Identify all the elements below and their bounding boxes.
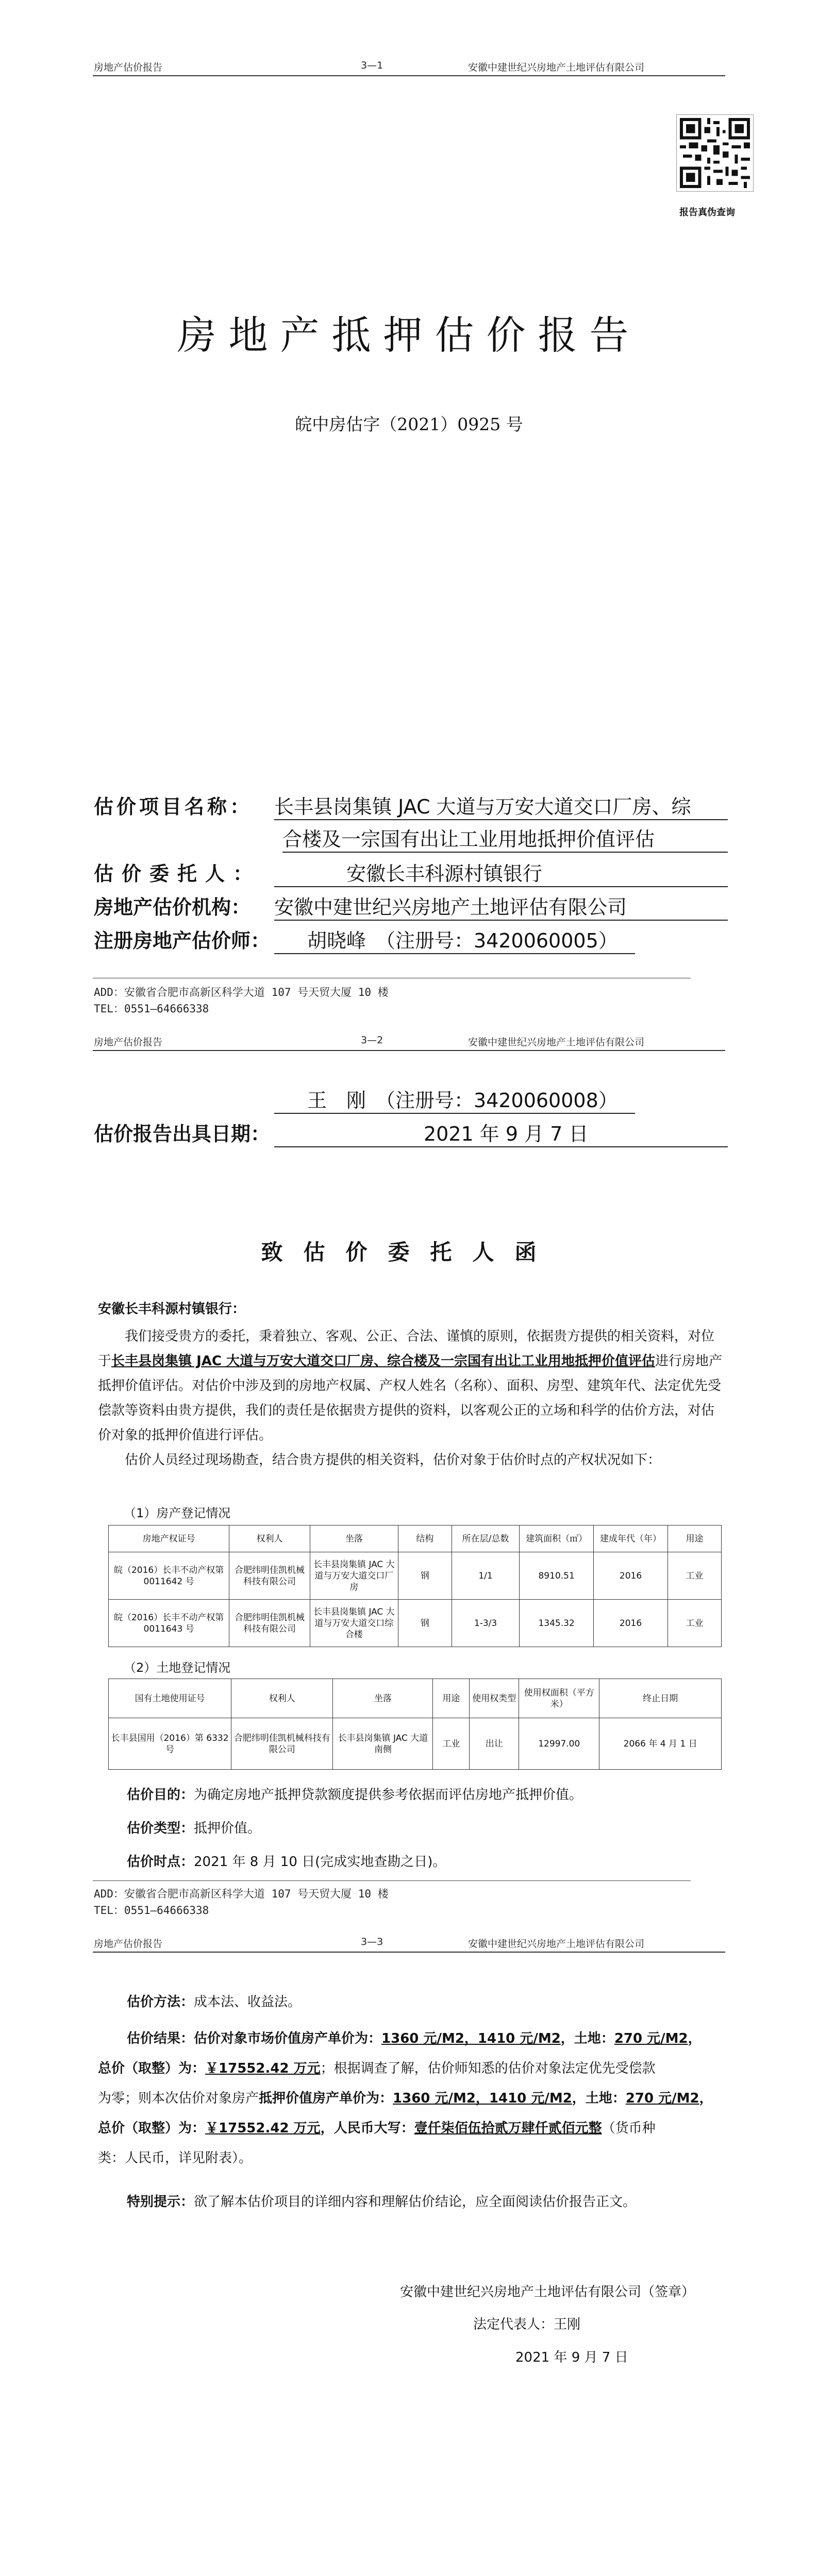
house-cell: 2016 (594, 1552, 668, 1600)
client-value: 安徽长丰科源村镇银行 (274, 858, 728, 887)
agency-value: 安徽中建世纪兴房地产土地评估有限公司 (274, 891, 728, 921)
appraiser-label: 注册房地产估价师： (94, 929, 271, 952)
signature-date: 2021 年 9 月 7 日 (515, 2350, 628, 2365)
land-cell: 工业 (433, 1718, 470, 1770)
house-cell: 合肥纬明佳凯机械科技有限公司 (229, 1552, 310, 1600)
house-cell: 皖（2016）长丰不动产权第 0011643 号 (109, 1600, 229, 1647)
land-cell: 长丰县岗集镇 JAC 大道南侧 (333, 1718, 433, 1770)
land-cell: 出让 (470, 1718, 519, 1770)
purpose-line: 估价目的：为确定房地产抵押贷款额度提供参考依据而评估房地产抵押价值。 (127, 1787, 583, 1803)
page-header-company: 安徽中建世纪兴房地产土地评估有限公司 (468, 62, 645, 73)
house-cell: 钢 (398, 1600, 452, 1647)
house-cell: 1-3/3 (452, 1600, 519, 1647)
house-cell: 钢 (398, 1552, 452, 1600)
header-rule (93, 1952, 725, 1953)
footer-address: ADD：安徽省合肥市高新区科学大道 107 号天贸大厦 10 楼 (94, 1888, 389, 1900)
footer-phone: TEL：0551—64666338 (94, 1904, 209, 1917)
letter-paragraph-2: 估价人员经过现场勘查，结合贵方提供的相关资料，估价对象于估价时点的产权状况如下： (125, 1452, 661, 1468)
signature-representative: 法定代表人：王刚 (473, 2317, 581, 2332)
project-value-line2: 合楼及一宗国有出让工业用地抵押价值评估 (282, 823, 728, 853)
report-number: 皖中房估字（2021）0925 号 (295, 414, 523, 434)
project-value-line1: 长丰县岗集镇 JAC 大道与万安大道交口厂房、综 (274, 791, 728, 820)
land-header-type: 使用权类型 (470, 1679, 519, 1718)
land-cell: 长丰县国用（2016）第 6332 号 (109, 1718, 231, 1770)
house-cell: 8910.51 (520, 1552, 594, 1600)
house-header-location: 坐落 (310, 1526, 398, 1552)
date-label: 估价报告出具日期： (94, 1123, 271, 1145)
time-line: 估价时点：2021 年 8 月 10 日(完成实地查勘之日)。 (127, 1854, 446, 1870)
land-cell: 2066 年 4 月 1 日 (599, 1718, 722, 1770)
special-note: 特别提示：欲了解本估价项目的详细内容和理解估价结论，应全面阅读估价报告正文。 (127, 2194, 637, 2210)
letter-paragraph-1: 我们接受贵方的委托，秉着独立、客观、公正、合法、谨慎的原则，依据贵方提供的相关资料，对位于长丰县岗集镇 JAC 大道与万安大道交口厂房、综合楼及一宗国有出让工业用地抵押价值评估进行房地产抵押价值评估。对估价中涉及到的房地产权属、产权人姓名（名称）、面积、房型、建筑年代、法定优先受偿款等资料由贵方提供，我们的责任是依据贵方提供的资料，以客观公正的立场和科学的估价方法，对估价对象的抵押价值进行评估。 (98, 1329, 723, 1443)
report-title: 房地产抵押估价报告 (177, 312, 641, 358)
house-cell: 长丰县岗集镇 JAC 大道与万安大道交口综合楼 (310, 1600, 398, 1647)
date-value: 2021 年 9 月 7 日 (274, 1118, 728, 1147)
qr-code-icon[interactable] (676, 114, 754, 192)
house-header-year: 建成年代（年） (594, 1526, 668, 1552)
method-line: 估价方法：成本法、收益法。 (127, 1994, 302, 2010)
house-header-use: 用途 (667, 1526, 721, 1552)
qr-caption: 报告真伪查询 (679, 207, 735, 218)
house-cell: 1345.32 (520, 1600, 594, 1647)
house-section-title: （1）房产登记情况 (124, 1506, 231, 1520)
page-number: 3—3 (361, 1936, 383, 1947)
house-cell: 2016 (594, 1600, 668, 1647)
appraiser-2: 王 刚 （注册号：3420060008） (274, 1084, 635, 1114)
house-cell: 皖（2016）长丰不动产权第 0011642 号 (109, 1552, 229, 1600)
house-header-structure: 结构 (398, 1526, 452, 1552)
land-cell: 12997.00 (519, 1718, 599, 1770)
table-row (109, 1600, 722, 1647)
house-header-area: 建筑面积（㎡） (520, 1526, 594, 1552)
page-header-title: 房地产估价报告 (94, 1037, 163, 1048)
page-header-company: 安徽中建世纪兴房地产土地评估有限公司 (468, 1037, 645, 1048)
letter-salutation: 安徽长丰科源村镇银行： (98, 1301, 246, 1317)
appraiser-1: 胡晓峰 （注册号：3420060005） (274, 925, 635, 954)
footer-rule (93, 1880, 691, 1881)
project-label: 估价项目名称： (94, 795, 253, 818)
footer-address: ADD：安徽省合肥市高新区科学大道 107 号天贸大厦 10 楼 (94, 986, 389, 998)
land-registration-table (108, 1679, 722, 1770)
type-line: 估价类型：抵押价值。 (127, 1821, 261, 1836)
page-header-title: 房地产估价报告 (94, 1938, 163, 1950)
house-header-floor: 所在层/总数 (452, 1526, 519, 1552)
page-header-title: 房地产估价报告 (94, 62, 163, 73)
header-rule (93, 75, 725, 76)
land-header-area: 使用权面积（平方米） (519, 1679, 599, 1718)
land-section-title: （2）土地登记情况 (124, 1660, 231, 1675)
land-header-use: 用途 (433, 1679, 470, 1718)
letter-title: 致估价委托人函 (261, 1240, 557, 1265)
land-cell: 合肥纬明佳凯机械科技有限公司 (231, 1718, 333, 1770)
page-header-company: 安徽中建世纪兴房地产土地评估有限公司 (468, 1938, 645, 1950)
house-cell: 长丰县岗集镇 JAC 大道与万安大道交口厂房 (310, 1552, 398, 1600)
page-number: 3—1 (361, 60, 383, 71)
land-header-owner: 权利人 (231, 1679, 333, 1718)
house-header-cert: 房地产权证号 (109, 1526, 229, 1552)
table-row (109, 1718, 722, 1770)
house-cell: 合肥纬明佳凯机械科技有限公司 (229, 1600, 310, 1647)
house-cell: 1/1 (452, 1552, 519, 1600)
table-row (109, 1552, 722, 1600)
land-header-end: 终止日期 (599, 1679, 722, 1718)
client-label: 估价委托人： (94, 862, 261, 885)
house-cell: 工业 (667, 1600, 721, 1647)
land-header-cert: 国有土地使用证号 (109, 1679, 231, 1718)
page-number: 3—2 (361, 1035, 383, 1046)
signature-company: 安徽中建世纪兴房地产土地评估有限公司（签章） (400, 2284, 695, 2300)
agency-label: 房地产估价机构： (94, 896, 251, 919)
header-rule (93, 1050, 725, 1051)
house-header-owner: 权利人 (229, 1526, 310, 1552)
house-cell: 工业 (667, 1552, 721, 1600)
footer-phone: TEL：0551—64666338 (94, 1003, 209, 1015)
land-header-location: 坐落 (333, 1679, 433, 1718)
result-paragraph: 估价结果：估价对象市场价值房产单价为：1360 元/M2，1410 元/M2，土地：270 元/M2， 总价（取整）为：￥17552.42 万元；根据调查了解，估价师知悉的估价对象法定优先受偿款 为零；则本次估价对象房产抵押价值房产单价为：1360 元/M2，1410 元/M2，土地：270 元/M2， 总价（取整）为：￥17552.42 万元，人民币大写：壹仟柒佰伍拾贰万肆仟贰佰元整（货币种 类：人民币，详见附表）。 (98, 2031, 713, 2166)
house-registration-table (108, 1525, 722, 1647)
